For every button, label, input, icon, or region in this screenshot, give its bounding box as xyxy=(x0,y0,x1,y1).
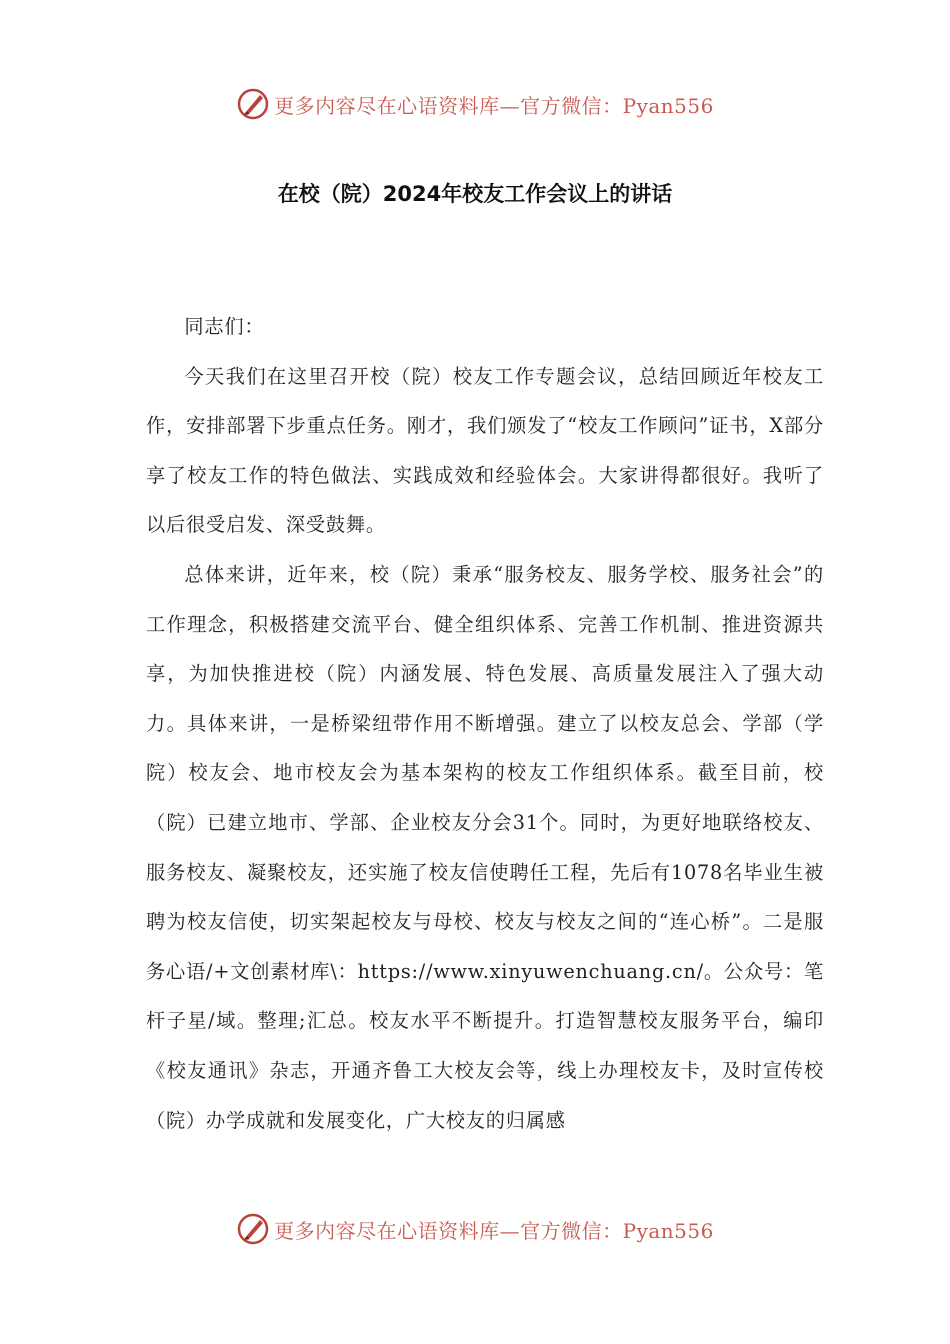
footer-banner xyxy=(0,1206,950,1252)
greeting: 同志们： xyxy=(184,315,265,338)
header-banner-text: 更多内容尽在心语资料库—官方微信：Pyan556 xyxy=(274,93,714,118)
paragraph-2: 总体来讲，近年来，校（院）秉承“服务校友、服务学校、服务社会”的工作理念，积极搭建交流平台、健全组织体系、完善工作机制、推进资源共享，为加快推进校（院）内涵发展、特色发展、高质量发展注入了强大动力。具体来讲，一是桥梁纽带作用不断增强。建立了以校友总会、学部（学院）校友会、地市校友会为基本架构的校友工作组织体系。截至目前，校（院）已建立地市、学部、企业校友分会31个。同时，为更好地联络校友、服务校友、凝聚校友，还实施了校友信使聘任工程，先后有1078名毕业生被聘为校友信使，切实架起校友与母校、校友与校友之间的“连心桥”。二是服务心语/+文创素材库\：https://www.xinyuwenchuang.cn/。公众号：笔杆子星/域。整理;汇总。校友水平不断提升。打造智慧校友服务平台，编印《校友通讯》杂志，开通齐鲁工大校友会等，线上办理校友卡，及时宣传校（院）办学成就和发展变化，广大校友的归属感 xyxy=(146,562,824,1132)
document-title: 在校（院）2024年校友工作会议上的讲话 xyxy=(277,182,673,206)
pen-circle-logo-icon xyxy=(236,87,270,121)
paragraph-1: 今天我们在这里召开校（院）校友工作专题会议，总结回顾近年校友工作，安排部署下步重点任务。刚才，我们颁发了“校友工作顾问”证书，X部分享了校友工作的特色做法、实践成效和经验体会。大家讲得都很好。我听了以后很受启发、深受鼓舞。 xyxy=(146,364,824,537)
document-body xyxy=(146,302,824,1145)
footer-banner-text: 更多内容尽在心语资料库—官方微信：Pyan556 xyxy=(274,1218,714,1243)
header-banner xyxy=(0,81,950,127)
pen-circle-logo-icon xyxy=(236,1212,270,1246)
